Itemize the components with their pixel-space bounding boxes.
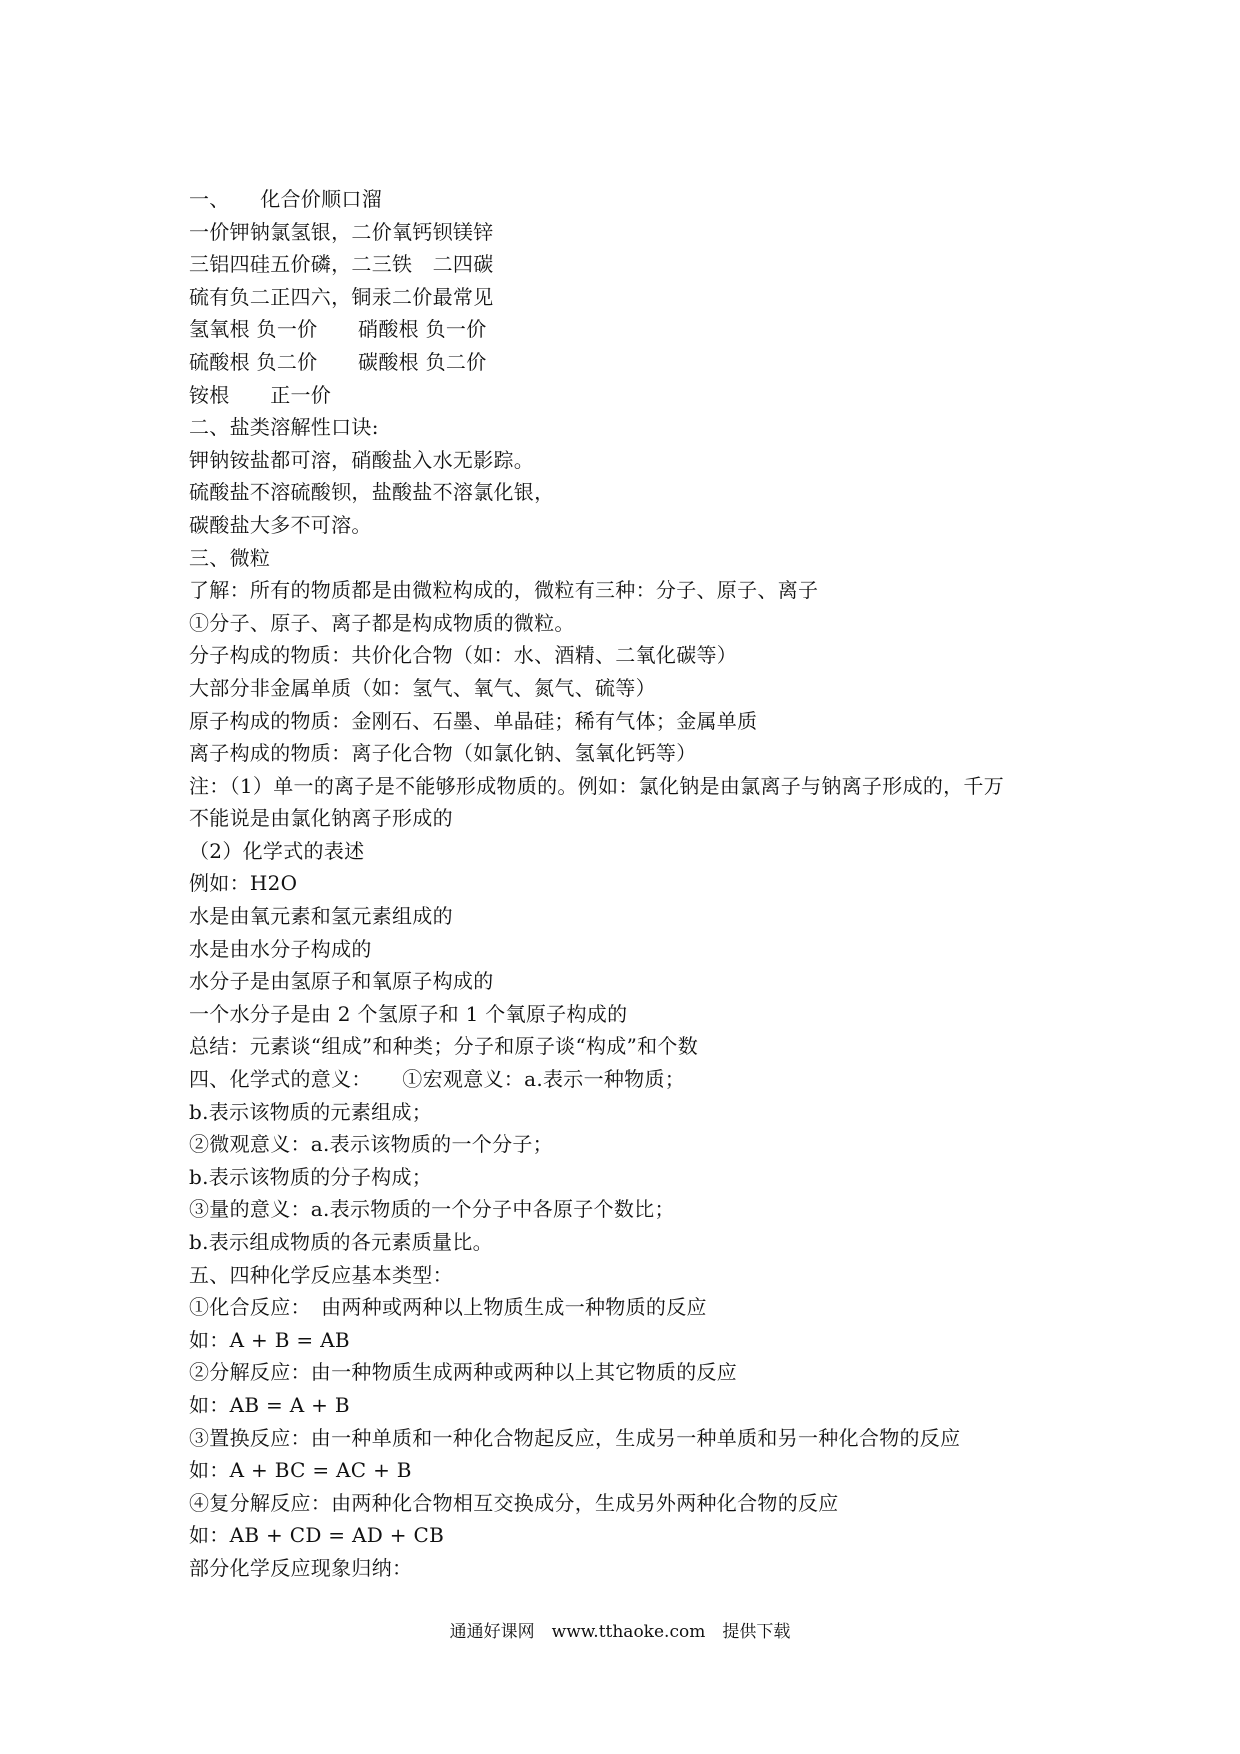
section-heading: 二、盐类溶解性口诀: xyxy=(189,415,379,440)
text-line: 碳酸盐大多不可溶。 xyxy=(189,512,372,537)
text-line: 一个水分子是由 2 个氢原子和 1 个氧原子构成的 xyxy=(189,1001,628,1026)
text-line: 水分子是由氢原子和氧原子构成的 xyxy=(189,969,494,994)
text-line: ①分子、原子、离子都是构成物质的微粒。 xyxy=(189,610,575,635)
page-footer: 通通好课网 www.tthaoke.com 提供下载 xyxy=(449,1622,791,1642)
section-heading: 三、微粒 xyxy=(189,545,271,570)
text-line: 水是由氧元素和氢元素组成的 xyxy=(189,904,453,929)
text-line: 铵根 正一价 xyxy=(189,382,332,407)
text-line: 离子构成的物质：离子化合物（如氯化钠、氢氧化钙等） xyxy=(189,741,697,766)
equation-line: 如：A + B = AB xyxy=(189,1327,350,1352)
equation-line: 如：A + BC = AC + B xyxy=(189,1458,412,1483)
equation-line: 如：AB = A + B xyxy=(189,1392,350,1417)
text-line: 注：（1）单一的离子是不能够形成物质的。例如：氯化钠是由氯离子与钠离子形成的，千万 xyxy=(189,773,1005,798)
text-line: ③量的意义：a.表示物质的一个分子中各原子个数比； xyxy=(189,1197,675,1222)
text-line: b.表示组成物质的各元素质量比。 xyxy=(189,1230,493,1254)
text-line: 总结：元素谈“组成”和种类；分子和原子谈“构成”和个数 xyxy=(189,1034,698,1059)
section-heading: 一、 化合价顺口溜 xyxy=(189,187,382,211)
text-line: 钾钠铵盐都可溶，硝酸盐入水无影踪。 xyxy=(189,447,535,472)
text-line: ②分解反应：由一种物质生成两种或两种以上其它物质的反应 xyxy=(189,1360,738,1385)
text-line: b.表示该物质的元素组成； xyxy=(189,1099,433,1124)
text-line: 部分化学反应现象归纳： xyxy=(189,1555,413,1580)
document-body xyxy=(189,183,1089,1585)
text-line: ②微观意义：a.表示该物质的一个分子； xyxy=(189,1132,553,1157)
text-line: b.表示该物质的分子构成； xyxy=(189,1164,433,1189)
text-line: （2）化学式的表述 xyxy=(189,838,365,863)
text-line: 不能说是由氯化钠离子形成的 xyxy=(189,806,453,831)
text-line: ④复分解反应：由两种化合物相互交换成分，生成另外两种化合物的反应 xyxy=(189,1490,839,1515)
text-line: 大部分非金属单质（如：氢气、氧气、氮气、硫等） xyxy=(189,675,656,700)
text-line: 硫有负二正四六，铜汞二价最常见 xyxy=(189,284,494,309)
text-line: 例如：H2O xyxy=(189,871,298,896)
text-line: 原子构成的物质：金刚石、石墨、单晶硅；稀有气体；金属单质 xyxy=(189,708,758,733)
text-line: 氢氧根 负一价 硝酸根 负一价 xyxy=(189,317,487,342)
text-line: ③置换反应：由一种单质和一种化合物起反应，生成另一种单质和另一种化合物的反应 xyxy=(189,1425,961,1450)
text-line: 了解：所有的物质都是由微粒构成的，微粒有三种：分子、原子、离子 xyxy=(189,578,819,603)
text-line: 分子构成的物质：共价化合物（如：水、酒精、二氧化碳等） xyxy=(189,643,738,668)
equation-line: 如：AB + CD = AD + CB xyxy=(189,1523,445,1548)
text-line: ①化合反应： 由两种或两种以上物质生成一种物质的反应 xyxy=(189,1295,707,1320)
section-heading: 四、化学式的意义： ①宏观意义：a.表示一种物质； xyxy=(189,1067,686,1092)
text-line: 一价钾钠氯氢银，二价氧钙钡镁锌 xyxy=(189,219,494,244)
section-heading: 五、四种化学反应基本类型： xyxy=(189,1262,453,1287)
text-line: 硫酸根 负二价 碳酸根 负二价 xyxy=(189,349,487,374)
text-line: 硫酸盐不溶硫酸钡，盐酸盐不溶氯化银， xyxy=(189,480,555,505)
text-line: 水是由水分子构成的 xyxy=(189,936,372,961)
text-line: 三铝四硅五价磷，二三铁 二四碳 xyxy=(189,252,494,277)
